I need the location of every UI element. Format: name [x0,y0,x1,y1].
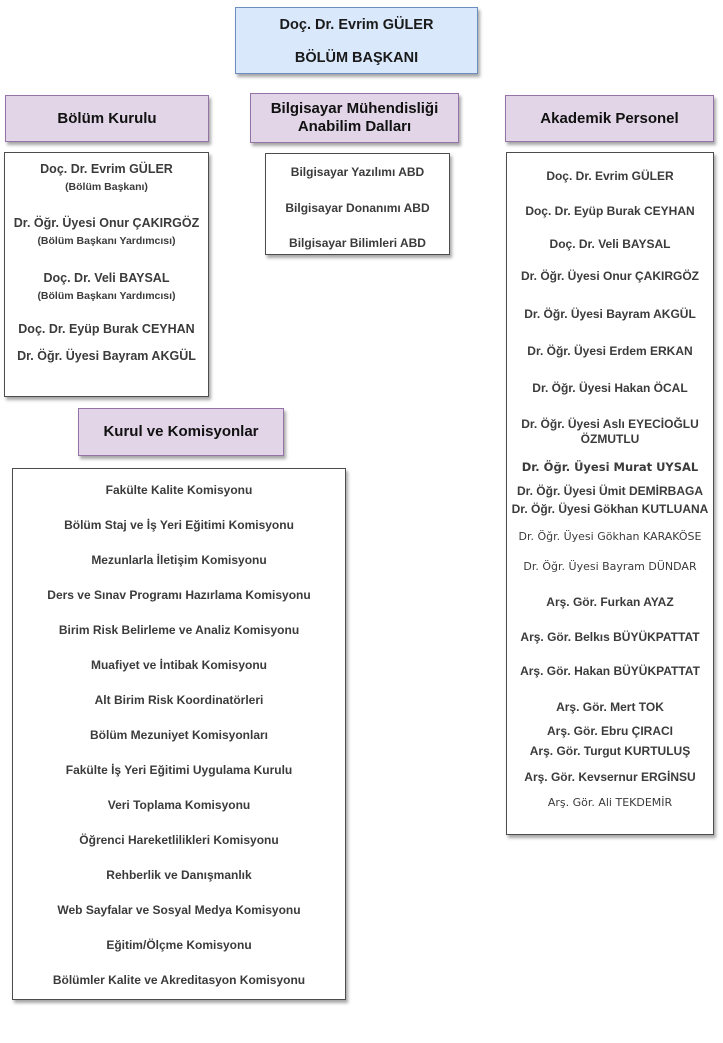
list-item: Bilgisayar Donanımı ABD [285,201,430,215]
list-item: Dr. Öğr. Üyesi Onur ÇAKIRGÖZ [520,269,700,283]
list-item: Bilgisayar Bilimleri ABD [289,236,426,250]
list-item: Dr. Öğr. Üyesi Erdem ERKAN [527,344,693,358]
list-item: Alt Birim Risk Koordinatörleri [94,693,264,707]
header-kurul-komisyonlar: Kurul ve Komisyonlar [78,408,284,456]
chairman-box [235,7,478,74]
list-item: Arş. Gör. Turgut KURTULUŞ [529,744,691,758]
list-item: Dr. Öğr. Üyesi Onur ÇAKIRGÖZ [13,216,200,230]
list-item: Doç. Dr. Evrim GÜLER [40,162,173,176]
akademik-personel-list [506,152,714,835]
list-item: Bölüm Mezuniyet Komisyonları [89,728,269,742]
list-item: Arş. Gör. Hakan BÜYÜKPATTAT [520,664,700,678]
list-item: Fakülte İş Yeri Eğitimi Uygulama Kurulu [65,763,293,777]
chairman-name: Doç. Dr. Evrim GÜLER [279,17,434,33]
header-akademik-personel: Akademik Personel [505,95,714,142]
list-item: Birim Risk Belirleme ve Analiz Komisyonu [58,623,300,637]
list-item: Dr. Öğr. Üyesi Bayram AKGÜL [524,307,696,321]
list-item: Rehberlik ve Danışmanlık [106,868,252,882]
list-item: Arş. Gör. Mert TOK [556,700,664,714]
list-item: Bilgisayar Yazılımı ABD [290,165,425,179]
list-item: Arş. Gör. Ebru ÇIRACI [546,724,674,738]
header-bolum-kurulu: Bölüm Kurulu [5,95,209,142]
list-item-role: (Bölüm Başkanı Yardımcısı) [37,290,176,302]
list-item: Veri Toplama Komisyonu [107,798,251,812]
list-item-role: (Bölüm Başkanı Yardımcısı) [37,235,176,247]
list-item: Dr. Öğr. Üyesi Gökhan KARAKÖSE [518,530,702,543]
list-item: Dr. Öğr. Üyesi Gökhan KUTLUANA [511,502,709,516]
list-item: Arş. Gör. Kevsernur ERGİNSU [524,770,696,784]
list-item: Doç. Dr. Evrim GÜLER [546,169,674,183]
header-anabilim-dallari: Bilgisayar Mühendisliği Anabilim Dalları [250,93,459,143]
list-item: Doç. Dr. Veli BAYSAL [549,237,671,251]
list-item: Fakülte Kalite Komisyonu [105,483,253,497]
list-item: Dr. Öğr. Üyesi Ümit DEMİRBAGA [516,484,704,498]
list-item: Doç. Dr. Veli BAYSAL [43,271,170,285]
anabilim-list [265,153,450,255]
list-item: Doç. Dr. Eyüp Burak CEYHAN [525,204,695,218]
list-item: Arş. Gör. Ali TEKDEMİR [547,796,673,809]
komisyonlar-list [12,468,346,1000]
list-item: Bölüm Staj ve İş Yeri Eğitimi Komisyonu [64,518,294,532]
list-item: Dr. Öğr. Üyesi Bayram AKGÜL [17,349,196,363]
list-item: Arş. Gör. Belkıs BÜYÜKPATTAT [520,630,700,644]
list-item: Dr. Öğr. Üyesi Bayram DÜNDAR [523,560,697,573]
list-item: Öğrenci Hareketlilikleri Komisyonu [79,833,279,847]
list-item: Dr. Öğr. Üyesi Aslı EYECİOĞLU ÖZMUTLU [521,417,699,446]
list-item: Dr. Öğr. Üyesi Hakan ÖCAL [532,381,688,395]
list-item: Mezunlarla İletişim Komisyonu [91,553,267,567]
bolum-kurulu-list [4,152,209,397]
list-item: Muafiyet ve İntibak Komisyonu [90,658,268,672]
list-item: Bölümler Kalite ve Akreditasyon Komisyonu [52,973,306,987]
list-item: Ders ve Sınav Programı Hazırlama Komisyonu [47,588,311,602]
list-item: Eğitim/Ölçme Komisyonu [106,938,252,952]
list-item: Arş. Gör. Furkan AYAZ [546,595,674,609]
chairman-title: BÖLÜM BAŞKANI [294,50,419,66]
list-item: Dr. Öğr. Üyesi Murat UYSAL [521,460,699,474]
list-item: Doç. Dr. Eyüp Burak CEYHAN [18,322,195,336]
list-item: Web Sayfalar ve Sosyal Medya Komisyonu [57,903,301,917]
list-item-role: (Bölüm Başkanı) [65,181,148,193]
